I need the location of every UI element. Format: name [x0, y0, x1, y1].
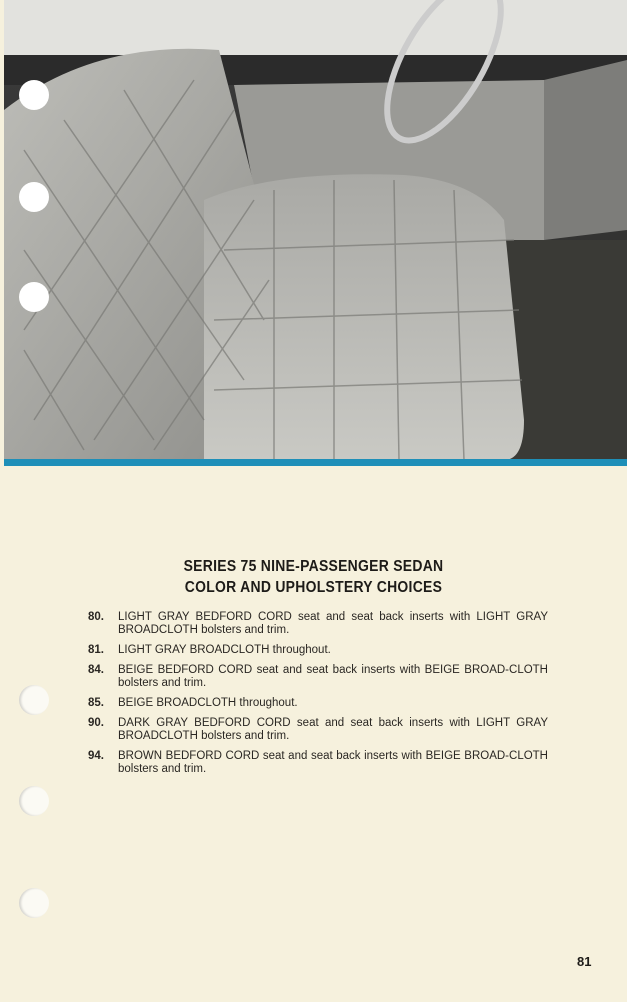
- list-item: [88, 664, 548, 690]
- list-item: [88, 697, 548, 710]
- binder-hole: [19, 685, 49, 715]
- item-text: LIGHT GRAY BEDFORD CORD seat and seat back inserts with LIGHT GRAY BROADCLOTH bolsters and trim.: [118, 611, 548, 636]
- item-number: 84.: [88, 664, 104, 676]
- interior-photo: [4, 0, 627, 460]
- list-item: [88, 750, 548, 776]
- item-number: 80.: [88, 611, 104, 623]
- item-number: 90.: [88, 717, 104, 729]
- item-number: 94.: [88, 750, 104, 762]
- blue-divider-stripe: [4, 459, 627, 466]
- list-item: [88, 717, 548, 743]
- binder-hole: [19, 786, 49, 816]
- item-number: 81.: [88, 644, 104, 656]
- page-number: 81: [577, 954, 592, 969]
- list-item: [88, 644, 548, 657]
- upholstery-list: [88, 611, 548, 783]
- item-text: DARK GRAY BEDFORD CORD seat and seat back inserts with LIGHT GRAY BROADCLOTH bolsters and trim.: [118, 717, 548, 742]
- binder-hole: [19, 182, 49, 212]
- item-text: BROWN BEDFORD CORD seat and seat back inserts with BEIGE BROAD-CLOTH bolsters and trim.: [118, 750, 548, 775]
- list-item: [88, 611, 548, 637]
- item-text: LIGHT GRAY BROADCLOTH throughout.: [118, 644, 331, 656]
- item-text: BEIGE BEDFORD CORD seat and seat back inserts with BEIGE BROAD-CLOTH bolsters and trim.: [118, 664, 548, 689]
- item-text: BEIGE BROADCLOTH throughout.: [118, 697, 298, 709]
- binder-hole: [19, 80, 49, 110]
- page-heading: [31, 556, 595, 598]
- binder-hole: [19, 888, 49, 918]
- heading-line-2: COLOR AND UPHOLSTERY CHOICES: [184, 579, 443, 596]
- item-number: 85.: [88, 697, 104, 709]
- binder-hole: [19, 282, 49, 312]
- heading-line-1: SERIES 75 NINE-PASSENGER SEDAN: [183, 558, 444, 575]
